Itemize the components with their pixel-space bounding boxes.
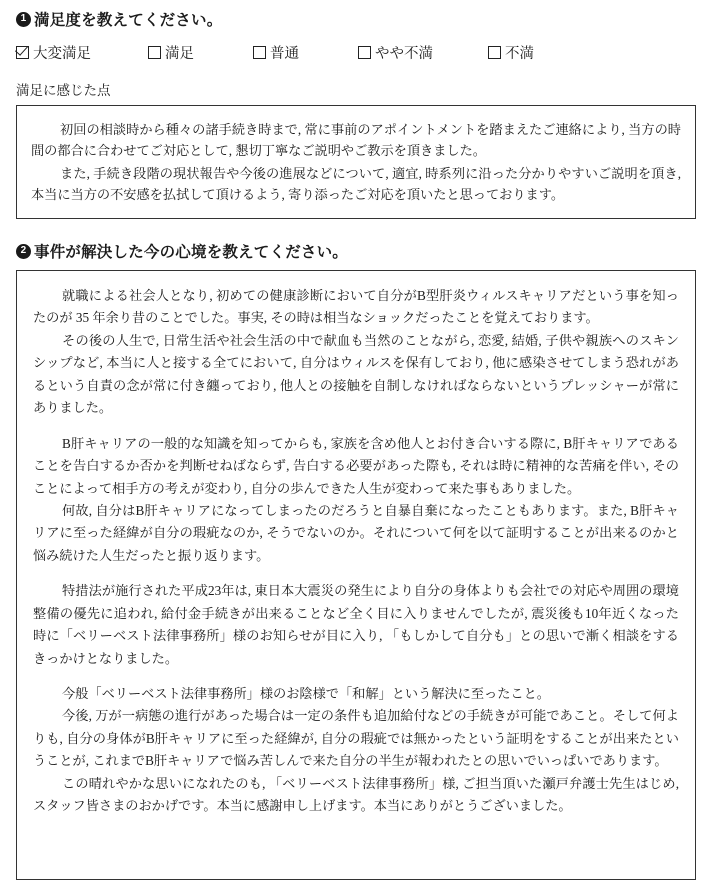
- choice-dissatisfied[interactable]: [488, 42, 588, 63]
- question-1-sub-label: 満足に感じた点: [16, 83, 111, 98]
- choice-very-satisfied[interactable]: [16, 42, 148, 63]
- answer-paragraph: この晴れやかな思いになれたのも, 「ベリーベスト法律事務所」様, ご担当頂いた瀬戸弁護士先生はじめ, スタッフ皆さまのおかげです。本当に感謝申し上げます。本当にありがとうございました。: [33, 775, 679, 814]
- answer-paragraph: 就職による社会人となり, 初めての健康診断において自分がB型肝炎ウィルスキャリアだという事を知ったのが 35 年余り昔のことでした。事実, その時は相当なショックだったことを覚えております。: [33, 288, 679, 326]
- answer-paragraph: 初回の相談時から種々の諸手続き時まで, 常に事前のアポイントメントを踏まえたご連絡により, 当方の時間の都合に合わせてご対応として, 懇切丁寧なご説明やご教示を頂きました。: [31, 122, 681, 159]
- choice-satisfied[interactable]: [148, 42, 253, 63]
- answer-paragraph: 特措法が施行された平成23年は, 東日本大震災の発生により自分の身体よりも会社での対応や周囲の環境整備の優先に追われ, 給付金手続きが出来ることなど全く目に入りませんでしたが, 震災後も10年近くなった時に「ベリーベスト法律事務所」様のお知らせが目に入り, 「もしかして自分も」との思いで漸く相談をするきっかけとなりました。: [33, 583, 679, 666]
- answer-paragraph: 今後, 万が一病態の進行があった場合は一定の条件も追加給付などの手続きが可能であこと。そして何よりも, 自分の身体がB肝キャリアに至った経緯が, 自分の瑕疵では無かったという証明をすることが出来たということが, これまでB肝キャリアで悩み苦しんで来た自分の半生が報われたとの思いでいっぱいであります。: [33, 708, 679, 769]
- answer-paragraph: 今般「ベリーベスト法律事務所」様のお陰様で「和解」という解決に至ったこと。: [62, 686, 550, 701]
- checkbox-icon[interactable]: [488, 46, 501, 59]
- question-1-answer-box: [16, 105, 696, 219]
- checkbox-icon[interactable]: [253, 46, 266, 59]
- checkbox-icon[interactable]: [148, 46, 161, 59]
- answer-paragraph: B肝キャリアの一般的な知識を知ってからも, 家族を含め他人とお付き合いする際に, B肝キャリアであることを告白するか否かを判断せねばならず, 告白する必要があった際も, それは時に精神的な苦痛を伴い, そのことによって相手方の考えが変わり, 自分の歩んできた人生が変わって来た事もありました。: [33, 435, 679, 496]
- question-1-block: [16, 8, 696, 219]
- choice-label: やや不満: [375, 46, 433, 62]
- choice-label: 不満: [505, 46, 534, 62]
- answer-paragraph: また, 手続き段階の現状報告や今後の進展などについて, 適宜, 時系列に沿った分かりやすいご説明を頂き, 本当に当方の不安感を払拭して頂けるよう, 寄り添ったご対応を頂いたと思っております。: [31, 165, 681, 203]
- satisfaction-choice-group: [16, 42, 696, 63]
- question-1-heading: [16, 8, 696, 30]
- choice-label: 満足: [165, 46, 194, 62]
- checkbox-icon[interactable]: [358, 46, 371, 59]
- question-2-heading: [16, 240, 696, 262]
- question-1-title: 満足度を教えてください。: [34, 12, 223, 29]
- checkbox-icon[interactable]: [16, 46, 29, 59]
- question-1-number: 1: [16, 12, 31, 27]
- choice-neutral[interactable]: [253, 42, 358, 63]
- question-2-block: [16, 240, 696, 880]
- question-2-title: 事件が解決した今の心境を教えてください。: [34, 244, 349, 261]
- question-2-answer-box: [16, 270, 696, 880]
- answer-paragraph: その後の人生で, 日常生活や社会生活の中で献血も当然のことながら, 恋愛, 結婚, 子供や親族へのスキンシップなど, 本当に人と接する全てにおいて, 自分はウィルスを保有しており, 他に感染させてしまう恐れがあるという自責の念が常に付き纏っており, 他人との接触を自制しなければならないというプレッシャーが常にありました。: [33, 332, 679, 416]
- choice-somewhat-dissatisfied[interactable]: [358, 42, 488, 63]
- question-2-number: 2: [16, 244, 31, 259]
- choice-label: 普通: [270, 46, 299, 62]
- answer-paragraph: 何故, 自分はB肝キャリアになってしまったのだろうと自暴自棄になったこともあります。また, B肝キャリアに至った経緯が自分の瑕疵なのか, そうでないのか。それについて何を以て証明することが出来るのかと悩み続けた人生だったと振り返ります。: [33, 502, 679, 563]
- choice-label: 大変満足: [33, 46, 91, 62]
